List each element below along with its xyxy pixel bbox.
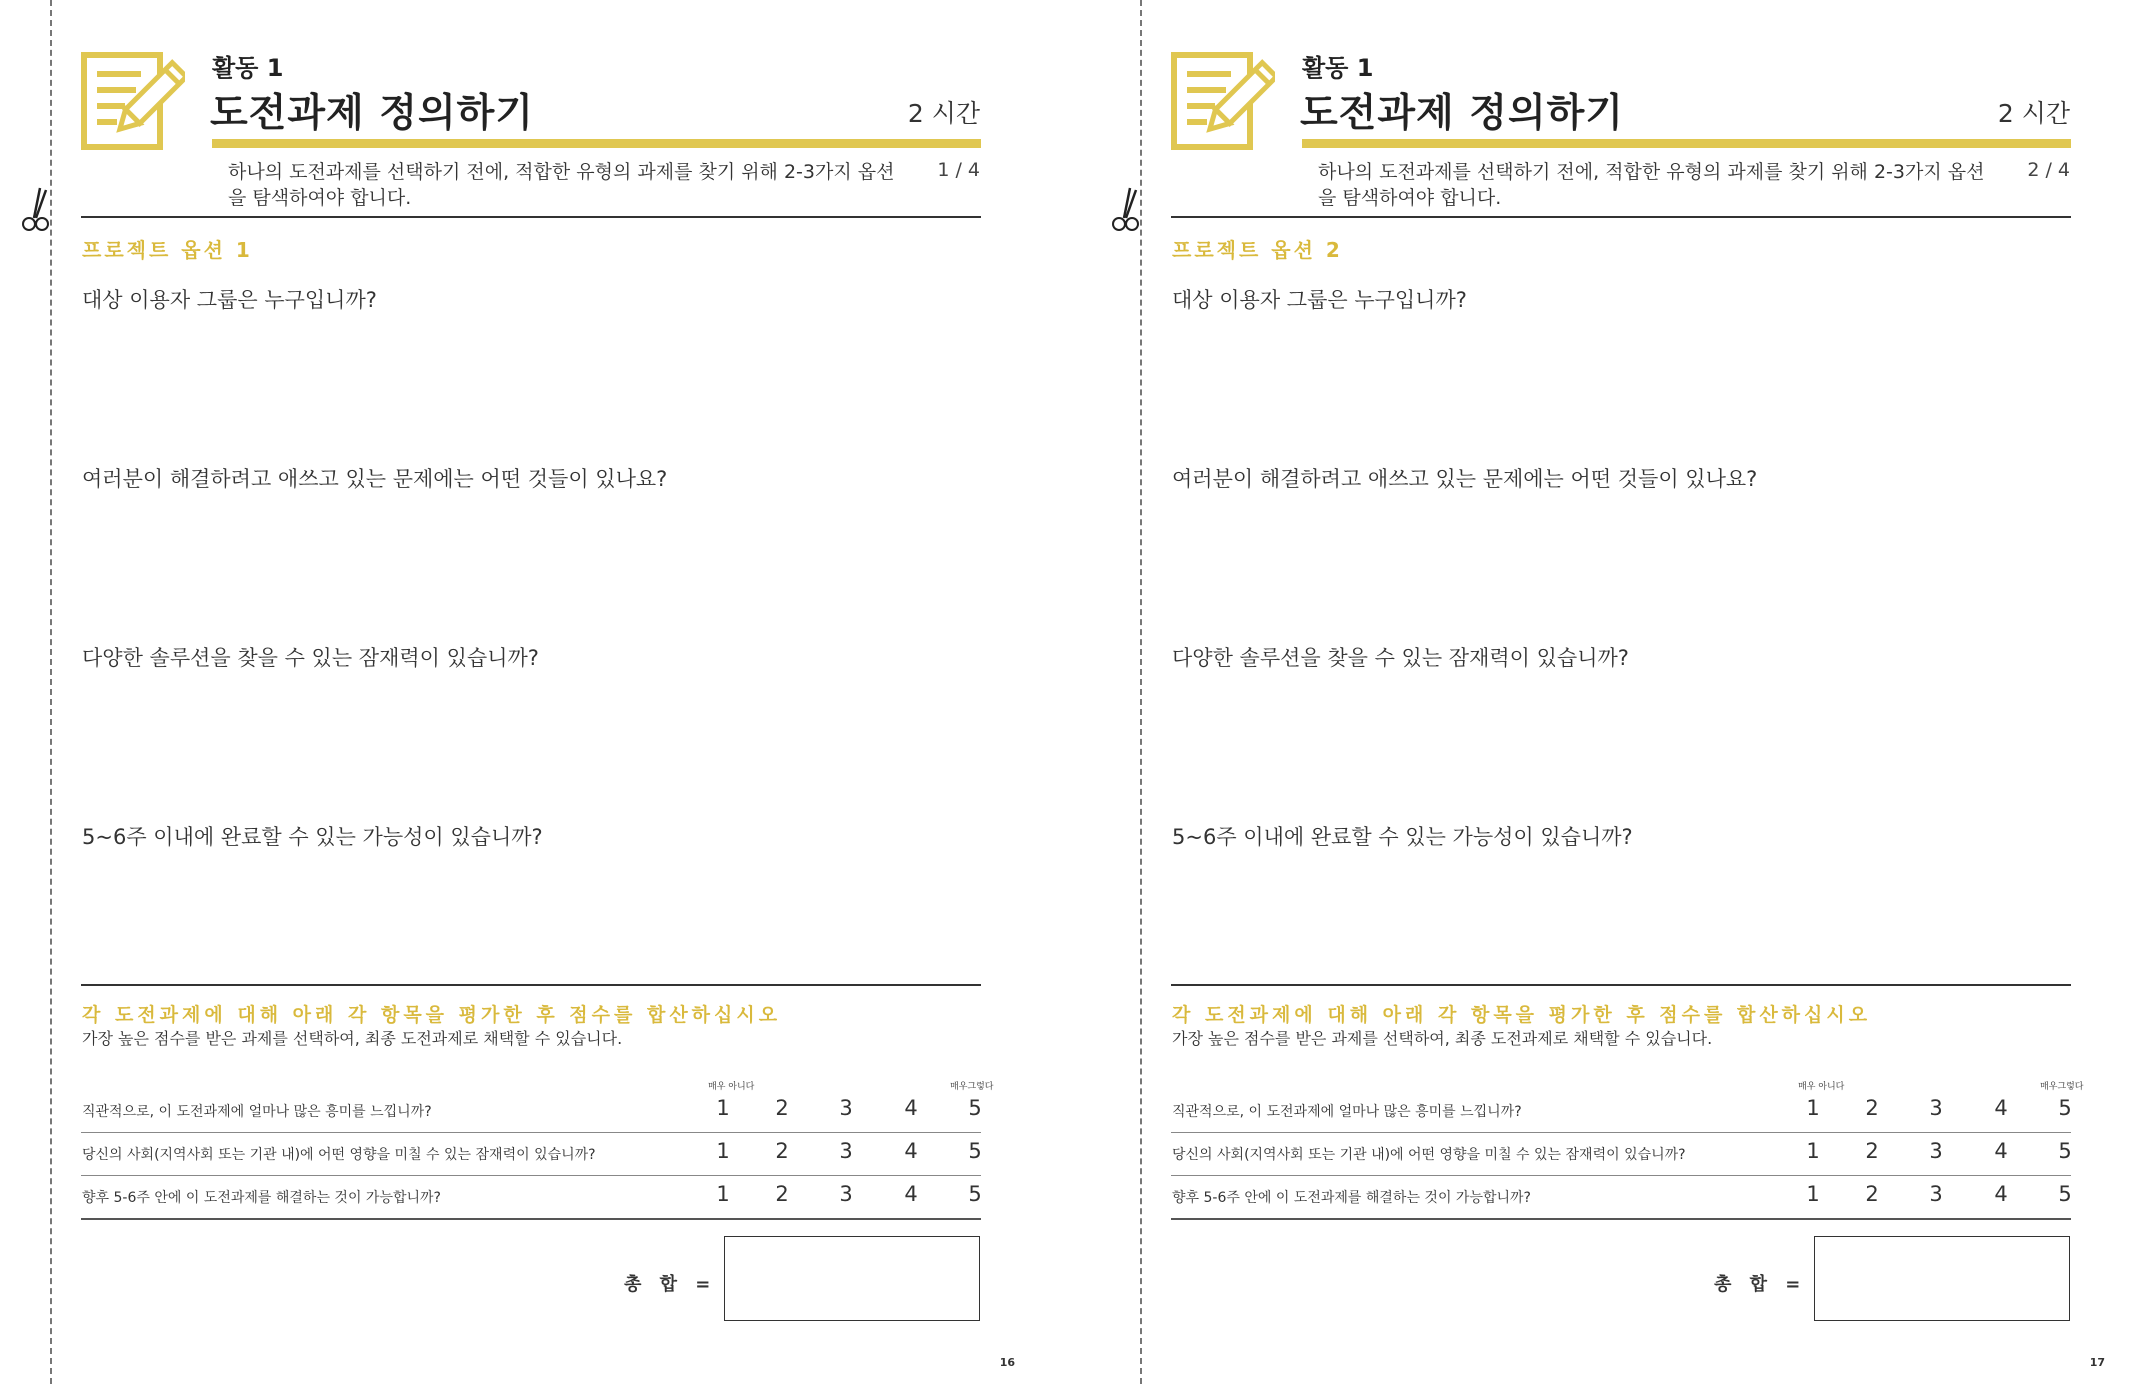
document-pencil-icon xyxy=(81,52,185,150)
score-option-2[interactable]: 2 xyxy=(775,1139,789,1163)
score-option-5[interactable]: 5 xyxy=(2058,1182,2072,1206)
duration: 2 시간 xyxy=(1997,99,2070,128)
page-counter: 1 / 4 xyxy=(937,159,980,181)
rating-row xyxy=(81,1176,981,1220)
rating-row xyxy=(81,1133,981,1176)
intro-text: 하나의 도전과제를 선택하기 전에, 적합한 유형의 과제를 찾기 위해 2-3가지 옵션을 탐색하여야 합니다. xyxy=(228,161,895,209)
scale-high-label: 매우그렇다 xyxy=(950,1082,994,1092)
rating-question: 향후 5-6주 안에 이 도전과제를 해결하는 것이 가능합니까? xyxy=(82,1190,441,1206)
rating-question: 직관적으로, 이 도전과제에 얼마나 많은 흥미를 느낍니까? xyxy=(82,1104,432,1120)
score-option-3[interactable]: 3 xyxy=(1929,1096,1943,1120)
question-timeline: 5~6주 이내에 완료할 수 있는 가능성이 있습니까? xyxy=(1172,825,1633,849)
worksheet-page-2 xyxy=(1090,0,2153,1384)
scale-high-label: 매우그렇다 xyxy=(2040,1082,2084,1092)
score-option-4[interactable]: 4 xyxy=(1994,1139,2008,1163)
score-option-4[interactable]: 4 xyxy=(904,1182,918,1206)
score-option-5[interactable]: 5 xyxy=(968,1096,982,1120)
question-problems: 여러분이 해결하려고 애쓰고 있는 문제에는 어떤 것들이 있나요? xyxy=(82,467,668,491)
score-option-3[interactable]: 3 xyxy=(839,1139,853,1163)
score-option-3[interactable]: 3 xyxy=(839,1096,853,1120)
activity-title: 도전과제 정의하기 xyxy=(210,91,534,136)
rating-row xyxy=(1171,1090,2071,1133)
score-option-4[interactable]: 4 xyxy=(904,1096,918,1120)
rating-title: 각 도전과제에 대해 아래 각 항목을 평가한 후 점수를 합산하십시오 xyxy=(82,1004,782,1026)
question-target-users: 대상 이용자 그룹은 누구입니까? xyxy=(1172,288,1467,312)
score-option-1[interactable]: 1 xyxy=(716,1182,730,1206)
activity-title: 도전과제 정의하기 xyxy=(1300,91,1624,136)
option-title: 프로젝트 옵션 1 xyxy=(82,238,253,262)
question-solutions: 다양한 솔루션을 찾을 수 있는 잠재력이 있습니까? xyxy=(1172,646,1629,670)
page-counter: 2 / 4 xyxy=(2027,159,2070,181)
scale-low-label: 매우 아니다 xyxy=(1798,1082,1845,1092)
question-timeline: 5~6주 이내에 완료할 수 있는 가능성이 있습니까? xyxy=(82,825,543,849)
score-option-2[interactable]: 2 xyxy=(775,1096,789,1120)
title-underline xyxy=(1302,139,2071,148)
score-option-2[interactable]: 2 xyxy=(1865,1096,1879,1120)
question-problems: 여러분이 해결하려고 애쓰고 있는 문제에는 어떤 것들이 있나요? xyxy=(1172,467,1758,491)
score-option-1[interactable]: 1 xyxy=(1806,1096,1820,1120)
score-option-2[interactable]: 2 xyxy=(1865,1139,1879,1163)
rating-question: 당신의 사회(지역사회 또는 기관 내)에 어떤 영향을 미칠 수 있는 잠재력이 있습니까? xyxy=(82,1147,596,1163)
intro-text: 하나의 도전과제를 선택하기 전에, 적합한 유형의 과제를 찾기 위해 2-3가지 옵션을 탐색하여야 합니다. xyxy=(1318,161,1985,209)
page-number: 17 xyxy=(2089,1356,2105,1369)
score-option-3[interactable]: 3 xyxy=(1929,1139,1943,1163)
rating-subtitle: 가장 높은 점수를 받은 과제를 선택하여, 최종 도전과제로 채택할 수 있습니다. xyxy=(82,1029,623,1048)
total-score-box[interactable] xyxy=(724,1236,980,1321)
rating-question: 당신의 사회(지역사회 또는 기관 내)에 어떤 영향을 미칠 수 있는 잠재력이 있습니까? xyxy=(1172,1147,1686,1163)
score-option-5[interactable]: 5 xyxy=(968,1182,982,1206)
divider xyxy=(1171,216,2071,218)
score-option-1[interactable]: 1 xyxy=(716,1139,730,1163)
title-underline xyxy=(212,139,981,148)
total-label: 총 합 = xyxy=(624,1274,717,1295)
option-title: 프로젝트 옵션 2 xyxy=(1172,238,1343,262)
score-option-1[interactable]: 1 xyxy=(716,1096,730,1120)
score-option-1[interactable]: 1 xyxy=(1806,1139,1820,1163)
score-option-5[interactable]: 5 xyxy=(2058,1096,2072,1120)
question-solutions: 다양한 솔루션을 찾을 수 있는 잠재력이 있습니까? xyxy=(82,646,539,670)
rating-subtitle: 가장 높은 점수를 받은 과제를 선택하여, 최종 도전과제로 채택할 수 있습니다. xyxy=(1172,1029,1713,1048)
rating-table xyxy=(1171,1090,2071,1220)
score-option-3[interactable]: 3 xyxy=(839,1182,853,1206)
rating-title: 각 도전과제에 대해 아래 각 항목을 평가한 후 점수를 합산하십시오 xyxy=(1172,1004,1872,1026)
total-score-box[interactable] xyxy=(1814,1236,2070,1321)
score-option-5[interactable]: 5 xyxy=(2058,1139,2072,1163)
total-label: 총 합 = xyxy=(1714,1274,1807,1295)
score-option-3[interactable]: 3 xyxy=(1929,1182,1943,1206)
page-number: 16 xyxy=(999,1356,1015,1369)
divider xyxy=(81,984,981,986)
rating-row xyxy=(1171,1133,2071,1176)
rating-table xyxy=(81,1090,981,1220)
score-option-2[interactable]: 2 xyxy=(775,1182,789,1206)
duration: 2 시간 xyxy=(907,99,980,128)
document-pencil-icon xyxy=(1171,52,1275,150)
score-option-4[interactable]: 4 xyxy=(1994,1096,2008,1120)
activity-label: 활동 1 xyxy=(1302,54,1374,82)
rating-question: 직관적으로, 이 도전과제에 얼마나 많은 흥미를 느낍니까? xyxy=(1172,1104,1522,1120)
score-option-4[interactable]: 4 xyxy=(1994,1182,2008,1206)
score-option-1[interactable]: 1 xyxy=(1806,1182,1820,1206)
rating-question: 향후 5-6주 안에 이 도전과제를 해결하는 것이 가능합니까? xyxy=(1172,1190,1531,1206)
activity-label: 활동 1 xyxy=(212,54,284,82)
rating-row xyxy=(1171,1176,2071,1220)
scissors-icon xyxy=(20,186,54,232)
question-target-users: 대상 이용자 그룹은 누구입니까? xyxy=(82,288,377,312)
score-option-2[interactable]: 2 xyxy=(1865,1182,1879,1206)
divider xyxy=(1171,984,2071,986)
scissors-icon xyxy=(1110,186,1144,232)
scale-low-label: 매우 아니다 xyxy=(708,1082,755,1092)
divider xyxy=(81,216,981,218)
rating-row xyxy=(81,1090,981,1133)
score-option-4[interactable]: 4 xyxy=(904,1139,918,1163)
score-option-5[interactable]: 5 xyxy=(968,1139,982,1163)
